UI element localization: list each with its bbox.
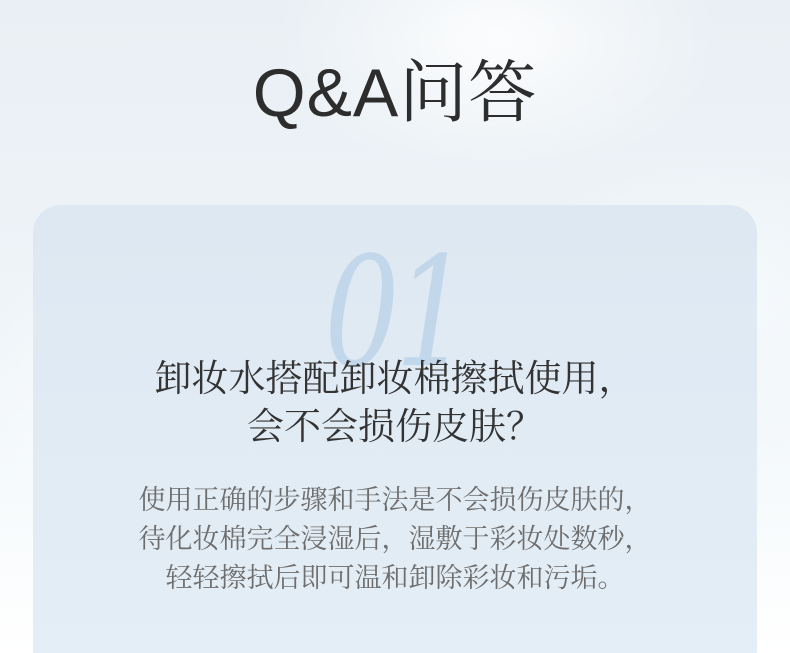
qa-index-watermark: 01 bbox=[324, 224, 466, 401]
qa-question-line-2: 会不会损伤皮肤？ bbox=[247, 406, 543, 447]
qa-question bbox=[33, 355, 757, 451]
qa-answer bbox=[33, 481, 757, 598]
qa-answer-line-3: 轻轻擦拭后即可温和卸除彩妆和污垢。 bbox=[165, 563, 625, 593]
page-title: Q&A问答 bbox=[252, 55, 538, 131]
qa-question-line-1: 卸妆水搭配卸妆棉擦拭使用， bbox=[154, 358, 636, 399]
qa-answer-line-1: 使用正确的步骤和手法是不会损伤皮肤的， bbox=[138, 485, 652, 515]
qa-card bbox=[33, 205, 757, 653]
qa-answer-line-2: 待化妆棉完全浸湿后，湿敷于彩妆处数秒， bbox=[138, 524, 652, 554]
